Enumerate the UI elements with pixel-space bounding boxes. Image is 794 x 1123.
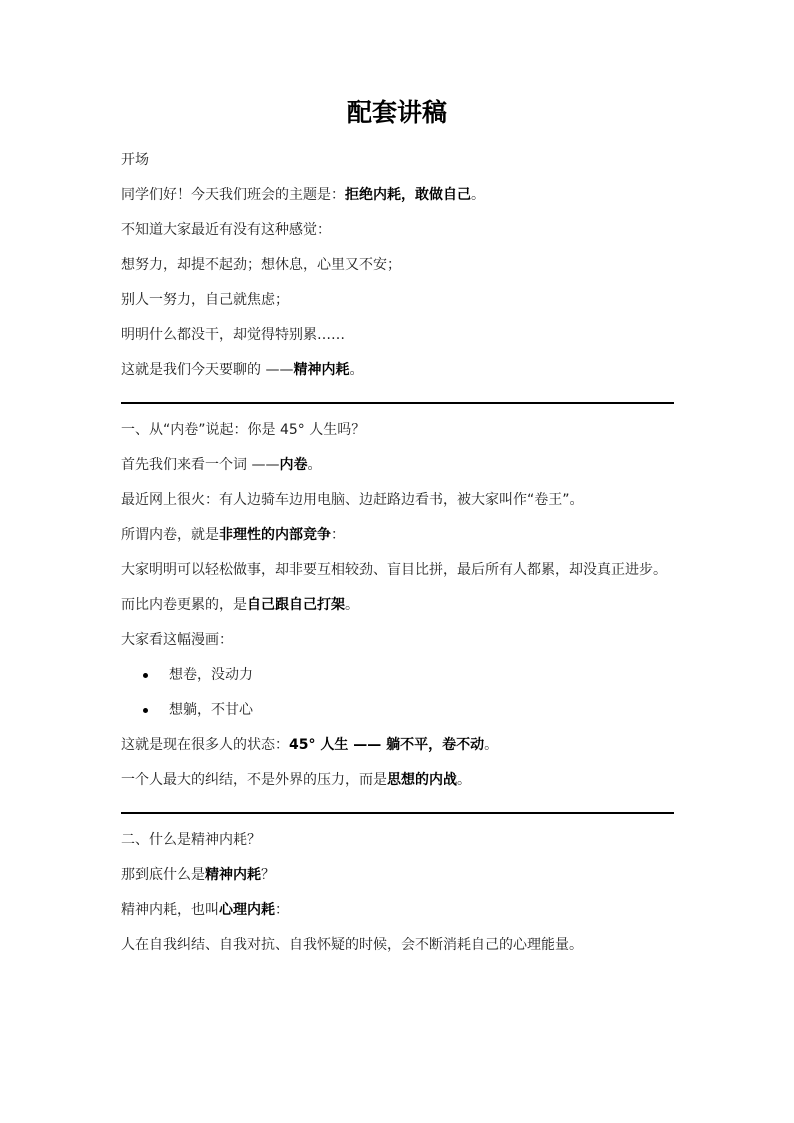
text-run: 所谓内卷，就是	[121, 527, 219, 543]
text-run: 这就是现在很多人的状态：	[121, 737, 289, 753]
section-1-paragraph-7	[121, 733, 676, 757]
text-run: 。	[457, 772, 471, 788]
section-2-paragraph-1	[121, 863, 676, 887]
section-1-heading: 一、从“内卷”说起：你是 45° 人生吗？	[121, 422, 366, 438]
text-run: ：	[275, 902, 289, 918]
text-run: 。	[471, 187, 485, 203]
bold-run: 拒绝内耗，敢做自己	[345, 187, 471, 203]
section-divider	[121, 402, 674, 404]
document-body	[121, 148, 676, 968]
document-title: 配套讲稿	[346, 98, 447, 127]
section-2-heading: 二、什么是精神内耗？	[121, 832, 261, 848]
text-run: 这就是我们今天要聊的 ——	[121, 362, 294, 378]
text-run: ：	[331, 527, 345, 543]
section-2-paragraph-2	[121, 898, 676, 922]
section-1-paragraph-8	[121, 768, 676, 792]
section-1-paragraph-6: 大家看这幅漫画：	[121, 632, 233, 648]
list-item	[121, 698, 676, 722]
text-run: 精神内耗，也叫	[121, 902, 219, 918]
section-1-paragraph-4: 大家明明可以轻松做事，却非要互相较劲、盲目比拼，最后所有人都累，却没真正进步。	[121, 562, 667, 578]
bold-run: 心理内耗	[219, 902, 275, 918]
bullet-dot-icon	[143, 673, 148, 678]
text-run: ？	[261, 867, 275, 883]
bold-run: 非理性的内部竞争	[219, 527, 331, 543]
text-run: 一个人最大的纠结，不是外界的压力，而是	[121, 772, 387, 788]
intro-paragraph-6	[121, 358, 676, 382]
bold-run: 自己跟自己打架	[247, 597, 345, 613]
bold-run: 45° 人生 —— 躺不平，卷不动	[289, 737, 485, 753]
text-run: 。	[484, 737, 499, 753]
opening-label: 开场	[121, 152, 149, 168]
bold-run: 精神内耗	[293, 362, 350, 378]
text-run: 首先我们来看一个词 ——	[121, 457, 280, 473]
bullet-dot-icon	[143, 708, 148, 713]
section-2-paragraph-3: 人在自我纠结、自我对抗、自我怀疑的时候，会不断消耗自己的心理能量。	[121, 937, 583, 953]
text-run: 同学们好！今天我们班会的主题是：	[121, 187, 345, 203]
section-1-paragraph-1	[121, 453, 676, 477]
list-item	[121, 663, 676, 687]
intro-paragraph-4: 别人一努力，自己就焦虑；	[121, 292, 289, 308]
bold-run: 思想的内战	[387, 772, 457, 788]
section-divider	[121, 812, 674, 814]
text-run: 那到底什么是	[121, 867, 205, 883]
section-1-paragraph-5	[121, 593, 676, 617]
text-run: 。	[349, 362, 364, 378]
bullet-list	[121, 663, 676, 722]
bold-run: 内卷	[279, 457, 308, 473]
list-item-text: 想躺，不甘心	[169, 702, 253, 718]
intro-paragraph-5: 明明什么都没干，却觉得特别累……	[121, 327, 345, 343]
text-run: 。	[307, 457, 322, 473]
section-1-paragraph-3	[121, 523, 676, 547]
intro-paragraph-3: 想努力，却提不起劲；想休息，心里又不安；	[121, 257, 401, 273]
intro-paragraph-1	[121, 183, 676, 207]
list-item-text: 想卷，没动力	[169, 667, 253, 683]
intro-paragraph-2: 不知道大家最近有没有这种感觉：	[121, 222, 331, 238]
bold-run: 精神内耗	[205, 867, 261, 883]
section-1-paragraph-2: 最近网上很火：有人边骑车边用电脑、边赶路边看书，被大家叫作“卷王”。	[121, 492, 584, 508]
text-run: 而比内卷更累的，是	[121, 597, 247, 613]
text-run: 。	[345, 597, 359, 613]
